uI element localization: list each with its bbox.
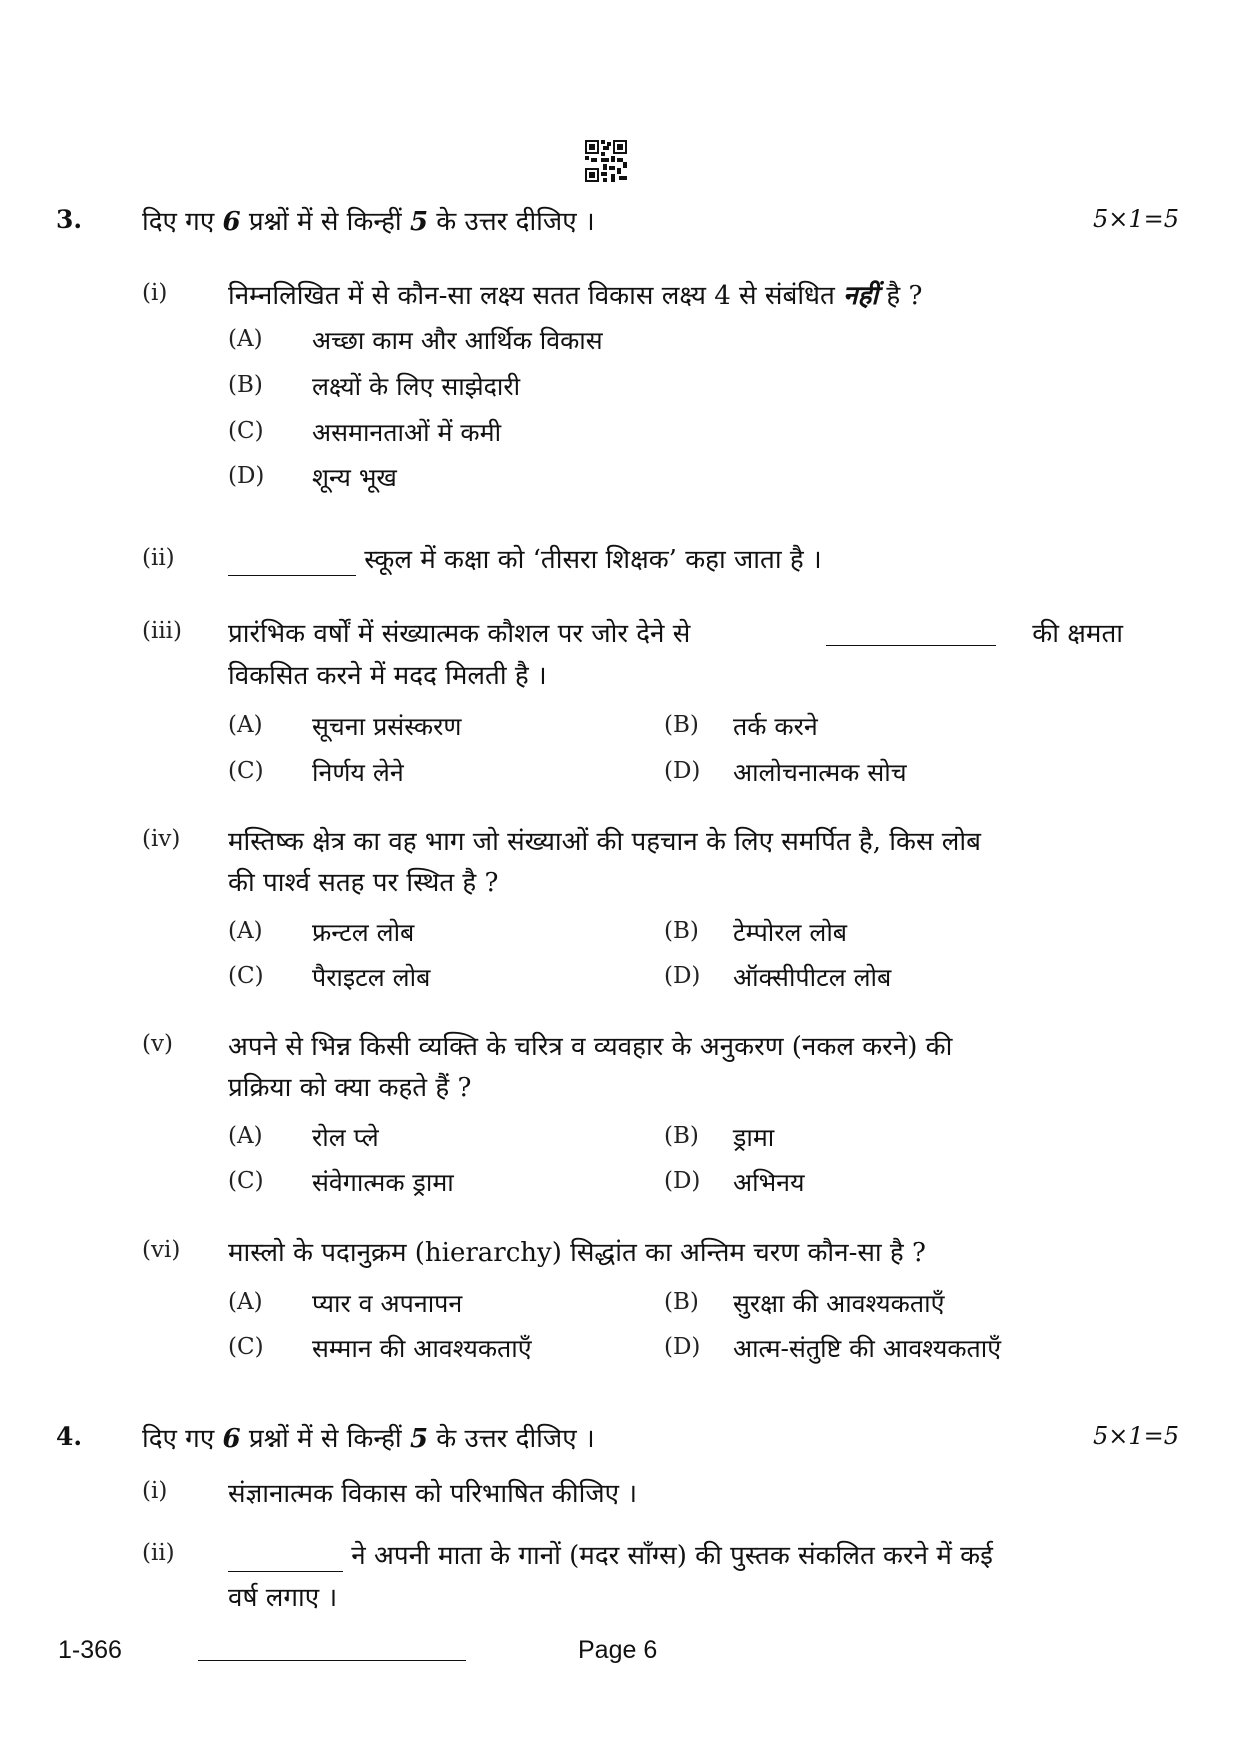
- option-label: (A): [228, 326, 263, 352]
- sub-question-stem: स्कूल में कक्षा को ‘तीसरा शिक्षक’ कहा जाता है ।: [228, 540, 822, 576]
- option-text: फ्रन्टल लोब: [312, 918, 415, 947]
- question-4-instruction: दिए गए 6 प्रश्नों में से किन्हीं 5 के उत्तर दीजिए ।: [142, 1424, 595, 1454]
- sub-question-label: (iii): [142, 618, 183, 644]
- option-text: ऑक्सीपीटल लोब: [733, 963, 892, 992]
- option-label: (A): [228, 1289, 263, 1315]
- option-text: संवेगात्मक ड्रामा: [312, 1168, 454, 1197]
- option-label: (C): [228, 418, 264, 444]
- sub-question-stem-line1: ने अपनी माता के गानों (मदर साँग्स) की पुस्तक संकलित करने में कई: [228, 1536, 993, 1572]
- sub-question-label: (v): [142, 1031, 173, 1057]
- question-4-marks: 5×1=5: [1092, 1422, 1179, 1450]
- answer-blank: [826, 644, 996, 646]
- sub-question-stem-line2: की पार्श्व सतह पर स्थित है ?: [228, 868, 499, 898]
- sub-question-stem: निम्नलिखित में से कौन-सा लक्ष्य सतत विकास लक्ष्य 4 से संबंधित नहीं है ?: [228, 281, 923, 311]
- option-label: (C): [228, 963, 264, 989]
- option-label: (B): [664, 1123, 699, 1149]
- sub-question-label: (iv): [142, 826, 181, 852]
- sub-question-stem-line1: प्रारंभिक वर्षों में संख्यात्मक कौशल पर जोर देने से: [228, 619, 691, 649]
- sub-question-stem-line2: विकसित करने में मदद मिलती है ।: [228, 661, 547, 691]
- sub-question-stem-after-blank: की क्षमता: [1032, 619, 1123, 649]
- option-text: लक्ष्यों के लिए साझेदारी: [312, 372, 521, 401]
- question-3-marks: 5×1=5: [1092, 205, 1179, 233]
- option-label: (C): [228, 1168, 264, 1194]
- option-text: सम्मान की आवश्यकताएँ: [312, 1334, 532, 1363]
- option-text: आत्म-संतुष्टि की आवश्यकताएँ: [733, 1334, 1002, 1363]
- option-label: (D): [664, 1334, 701, 1360]
- sub-question-stem-line2: प्रक्रिया को क्या कहते हैं ?: [228, 1073, 472, 1103]
- option-text: ड्रामा: [733, 1123, 775, 1152]
- sub-question-label: (ii): [142, 545, 175, 571]
- qr-code-image: [585, 140, 627, 182]
- option-label: (D): [664, 963, 701, 989]
- option-label: (B): [664, 1289, 699, 1315]
- option-label: (C): [228, 758, 264, 784]
- option-text: सूचना प्रसंस्करण: [312, 712, 462, 741]
- option-label: (A): [228, 1123, 263, 1149]
- answer-blank: [228, 1541, 343, 1572]
- option-label: (B): [228, 372, 263, 398]
- option-label: (C): [228, 1334, 264, 1360]
- option-label: (D): [664, 758, 701, 784]
- option-text: शून्य भूख: [312, 463, 397, 492]
- option-text: निर्णय लेने: [312, 758, 404, 787]
- page-number: Page 6: [578, 1636, 658, 1664]
- option-text: आलोचनात्मक सोच: [733, 758, 907, 787]
- option-text: सुरक्षा की आवश्यकताएँ: [733, 1289, 945, 1318]
- sub-question-label: (i): [142, 1478, 168, 1504]
- sub-question-stem-line1: मास्लो के पदानुक्रम (hierarchy) सिद्धांत का अन्तिम चरण कौन-सा है ?: [228, 1238, 926, 1268]
- option-text: अच्छा काम और आर्थिक विकास: [312, 326, 603, 355]
- sub-question-stem-line2: वर्ष लगाए ।: [228, 1583, 338, 1613]
- question-3-instruction: दिए गए 6 प्रश्नों में से किन्हीं 5 के उत्तर दीजिए ।: [142, 207, 595, 237]
- footer-rule: [198, 1660, 466, 1661]
- sub-question-stem-line1: अपने से भिन्न किसी व्यक्ति के चरित्र व व्यवहार के अनुकरण (नकल करने) की: [228, 1032, 953, 1062]
- option-text: तर्क करने: [733, 712, 818, 741]
- sub-question-label: (i): [142, 280, 168, 306]
- option-label: (D): [228, 463, 265, 489]
- option-label: (A): [228, 712, 263, 738]
- option-text: रोल प्ले: [312, 1123, 379, 1152]
- sub-question-stem-line1: मस्तिष्क क्षेत्र का वह भाग जो संख्याओं की पहचान के लिए समर्पित है, किस लोब: [228, 827, 982, 857]
- sub-question-label: (vi): [142, 1237, 181, 1263]
- option-text: टेम्पोरल लोब: [733, 918, 848, 947]
- option-label: (B): [664, 712, 699, 738]
- sub-question-stem-line1: संज्ञानात्मक विकास को परिभाषित कीजिए ।: [228, 1479, 638, 1509]
- sub-question-label: (ii): [142, 1540, 175, 1566]
- option-label: (B): [664, 918, 699, 944]
- option-label: (A): [228, 918, 263, 944]
- paper-code: 1-366: [58, 1636, 122, 1664]
- option-text: अभिनय: [733, 1168, 805, 1197]
- question-4-number: 4.: [56, 1422, 83, 1451]
- question-3-number: 3.: [56, 205, 83, 234]
- option-text: प्यार व अपनापन: [312, 1289, 463, 1318]
- option-text: असमानताओं में कमी: [312, 418, 502, 447]
- option-label: (D): [664, 1168, 701, 1194]
- option-text: पैराइटल लोब: [312, 963, 431, 992]
- answer-blank: [228, 545, 356, 576]
